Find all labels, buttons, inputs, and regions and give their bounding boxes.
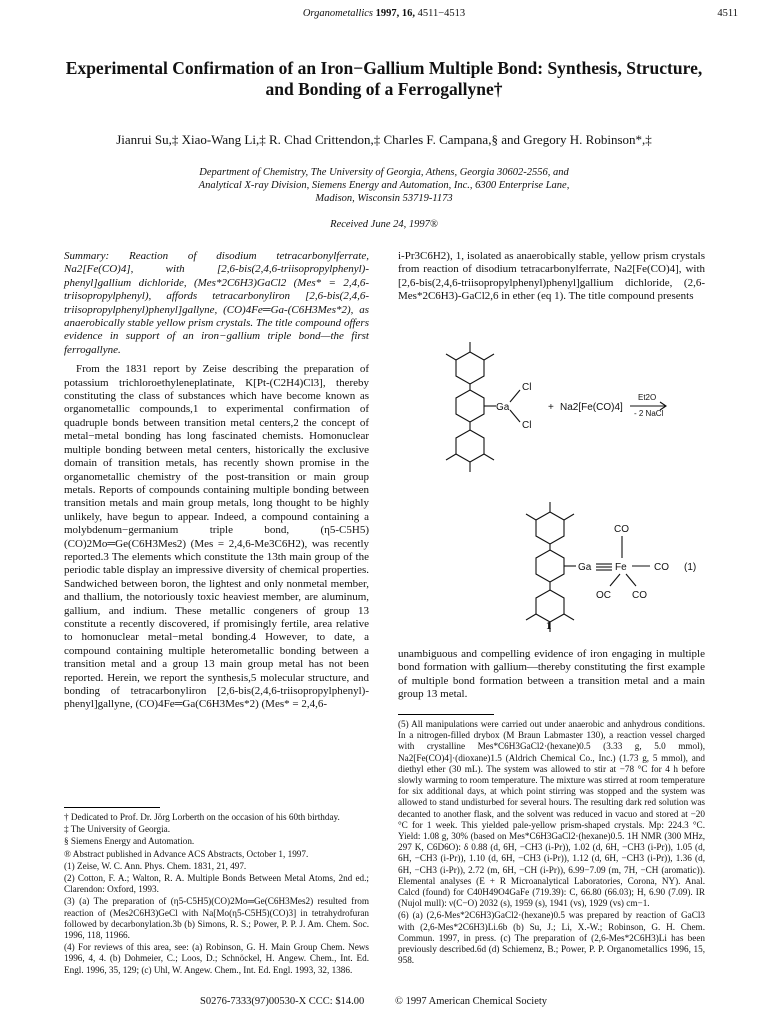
footnote: (5) All manipulations were carried out under anaerobic and anhydrous conditions. In a nitrogen-filled drybox (M Braun Labmaster 130), a reaction vessel charged with crystalline Mes*C6H3GaCl2·(hexane)0.5 (3.33 g, 5.0 mmol), Na2[Fe(CO)4]·(dioxane)1.5 (Aldrich Chemical Co., Inc.) (1.73 g, 5 mmol), and diethyl ether (30 mL). The system was allowed to stir at −78 °C for 4 h before slowly warming to room temperature. The mixture was stirred at room temperature for six additional days, at which point stirring was stopped and the system was allowed to stand undisturbed for several hours. The resulting dark red solution was decanted to another flask, and the solvent was reduced in vacuo and stored at −20 °C for 1 week. This yielded pale-yellow prism-shaped crystals. Mp: 224.3 °C. Yield: 1.08 g, 30% (based on Mes*C6H3GaCl2·(hexane)0.5. 1H NMR (300 MHz, 297 K, C6D6O): δ 0.88 (d, 6H, −CH3 (i-Pr)), 1.02 (d, 6H, −CH3 (i-Pr)), 1.05 (d, 6H, −CH3 (i-Pr)), 1.10 (d, 6H, −CH3 (i-Pr)), 1.12 (d, 6H, −CH3 (i-Pr)), 1.36 (d, 6H, −CH3 (i-Pr)), 2.72 (m, 6H, −CH (i-Pr)), 6.99−7.09 (m, 7H, −CH (aromatic)). Elemental analyses (E + R Microanalytical Laboratories, Corona, NY). Anal. Calcd (found) for C40H49O4GaFe (719.39): C, 66.80 (66.03); H, 6.90 (7.09). IR (Nujol mull): ν(C−O) 2032 (s), 1959 (s), 1941 (vs), 1929 (vs) cm−1. [398, 719, 705, 909]
affiliation-line-3: Madison, Wisconsin 53719-1173 [315, 193, 453, 204]
footnote: † Dedicated to Prof. Dr. Jörg Lorberth on the occasion of his 60th birthday. [64, 812, 340, 822]
co-label-top: CO [614, 524, 629, 535]
right-column-conclusion: unambiguous and compelling evidence of iron engaging in multiple bond formation with gallium—thereby constituting the first example of multiple bond formation between a transition metal and a main group 13 metal. [398, 648, 705, 701]
arrow-byproduct: - 2 NaCl [634, 409, 664, 418]
reactant-ring-bottom [456, 430, 484, 462]
footnote: (3) (a) The preparation of (η5-C5H5)(CO)2Mo═Ge(C6H3Mes2) resulted from reaction of (Mes2C6H3)GeCl with Na[Mo(η5-C5H5)(CO)3] in tetrahydrofuran followed by decarbonylation.3b (b) Simons, R. S.; Power, P. P. J. Am. Chem. Soc. 1996, 118, 11966. [64, 896, 369, 941]
right-footnotes [398, 719, 705, 967]
fe-label: Fe [615, 562, 627, 573]
affiliations [60, 166, 708, 205]
running-header [0, 8, 768, 19]
author-list: Jianrui Su,‡ Xiao-Wang Li,‡ R. Chad Crittendon,‡ Charles F. Campana,§ and Gregory H. Robinson*,‡ [116, 132, 652, 147]
received-date: Received June 24, 1997® [330, 219, 438, 230]
reactant-ring-center [456, 390, 484, 422]
compound-number: 1 [546, 620, 552, 632]
oc-label: OC [596, 590, 611, 601]
footnote: ‡ The University of Georgia. [64, 824, 171, 835]
page-number: 4511 [717, 8, 738, 19]
affiliation-line-2: Analytical X-ray Division, Siemens Energy and Automation, Inc., 6300 Enterprise Lane, [198, 180, 570, 191]
journal-year-volume: 1997, 16, [375, 8, 416, 19]
cl-label-2: Cl [522, 420, 532, 431]
ga-label-reactant: Ga [496, 402, 510, 413]
body-paragraph: From the 1831 report by Zeise describing the preparation of potassium trichloroethyleneplatinate, K[Pt-(C2H4)Cl3], thereby constituting the class of substances which have become known as organometallic compounds,1 to experimental confirmation of quadruple bonds between transition metal centers,2 the concept of metal−metal bonding has long fascinated chemists. Homonuclear multiple bonding between metal centers, historically the exclusive domain of transition metals, has recently shown promise in the organometallic chemistry of the post-transition or main group metals. Reports of compounds containing multiple bonding between transition metals and main group metals, long thought to be highly unlikely, have begun to appear. Indeed, a compound containing a molybdenum−germanium triple bond, (η5-C5H5)(CO)2Mo═Ge(C6H3Mes2) (Mes = 2,4,6-Me3C6H2), was recently reported.3 The elements which constitute the 13th main group of the periodic table display an impressive diversity of chemical properties. Sandwiched between boron, the lightest and only nonmetal member, and thallium, the notoriously toxic heaviest member, are aluminum, gallium, and indium. These metallic congeners of group 13 constitute a recently discovered, if promisingly fertile, area relative to homonuclear metal−metal bonding.4 However, to date, a compound containing multiple heterometallic bonding between a transition metal and a group 13 main group metal has not been reported. Herein, we report the synthesis,5 molecular structure, and bonding of tetracarbonyliron [2,6-bis(2,4,6-triisopropylphenyl)-phenyl]gallyne, (CO)4Fe═Ga(C6H3Mes*2) (Mes* = 2,4,6- [64, 363, 369, 711]
plus-sign: + [548, 402, 554, 413]
journal-name: Organometallics [302, 8, 374, 19]
reactant-ring-top [456, 352, 484, 384]
product-ring-center [536, 550, 564, 582]
left-footnotes [64, 812, 369, 977]
summary-paragraph: Summary: Reaction of disodium tetracarbonylferrate, Na2[Fe(CO)4], with [2,6-bis(2,4,6-triisopropylphenyl)-phenyl]gallium dichloride, (Mes*2C6H3)GaCl2 (Mes* = 2,4,6-triisopropylphenyl), affords tetracarbonyliron [2,6-bis(2,4,6-triisopropylphenyl)phenyl]gallyne, (CO)4Fe═Ga-(C6H3Mes*2), as anaerobically stable yellow prism crystals. The title compound offers evidence in support of an iron−gallium triple bond—the first ferrogallyne. [64, 250, 369, 356]
footnote: (4) For reviews of this area, see: (a) Robinson, G. H. Main Group Chem. News 1996, 4, 4. (b) Dohmeier, C.; Loos, D.; Schnöckel, H. Angew. Chem., Int. Ed. Engl. 1996, 35, 129; (c) Uhl, W. Angew. Chem., Int. Ed. Engl. 1993, 32, 1386. [64, 942, 369, 975]
right-column-intro: i-Pr3C6H2), 1, isolated as anaerobically stable, yellow prism crystals from reaction of disodium tetracarbonylferrate, Na2[Fe(CO)4], with [2,6-bis(2,4,6-triisopropylphenyl)phenyl]gallium dichloride, (2,6-Mes*2C6H3)-GaCl2,6 in ether (eq 1). The title compound presents [398, 250, 705, 303]
footnote: (1) Zeise, W. C. Ann. Phys. Chem. 1831, 21, 497. [64, 860, 247, 871]
footnote: (2) Cotton, F. A.; Walton, R. A. Multiple Bonds Between Metal Atoms, 2nd ed.; Clarendon: Oxford, 1993. [64, 873, 369, 895]
ga-label-product: Ga [578, 562, 592, 573]
cl-label-1: Cl [522, 382, 532, 393]
footnote-rule-right [398, 714, 494, 715]
reagent-label: Na2[Fe(CO)4] [560, 402, 623, 413]
reaction-scheme [398, 340, 708, 640]
left-column [64, 250, 369, 712]
affiliation-line-1: Department of Chemistry, The University of Georgia, Athens, Georgia 30602-2556, and [199, 167, 569, 178]
footnote: (6) (a) (2,6-Mes*2C6H3)GaCl2·(hexane)0.5 was prepared by reaction of GaCl3 with (2,6-Mes*2C6H3)Li.6b (b) Su, J.; Li, X.-W.; Robinson, G. H. Chem. Commun. 1997, in press. (c) The preparation of (2,6-Mes*2C6H3)Li has been previously described.6d (d) Schiemenz, B.; Power, P. P. Organometallics 1996, 15, 958. [398, 910, 705, 966]
article-title: Experimental Confirmation of an Iron−Gallium Multiple Bond: Synthesis, Structure, and Bonding of a Ferrogallyne† [65, 58, 703, 99]
co-label-bottom: CO [632, 590, 647, 601]
footnote: § Siemens Energy and Automation. [64, 836, 195, 847]
footnote-rule-left [64, 807, 160, 808]
arrow-solvent: Et2O [638, 393, 657, 402]
product-ring-bottom [536, 590, 564, 622]
equation-number: (1) [684, 562, 697, 573]
footer-code: S0276-7333(97)00530-X CCC: $14.00 [200, 996, 365, 1007]
footnote: ® Abstract published in Advance ACS Abstracts, October 1, 1997. [64, 848, 309, 859]
footer-copyright: © 1997 American Chemical Society [395, 996, 548, 1007]
product-ring-top [536, 512, 564, 544]
page-range: 4511−4513 [417, 8, 466, 19]
co-label-right: CO [654, 562, 669, 573]
